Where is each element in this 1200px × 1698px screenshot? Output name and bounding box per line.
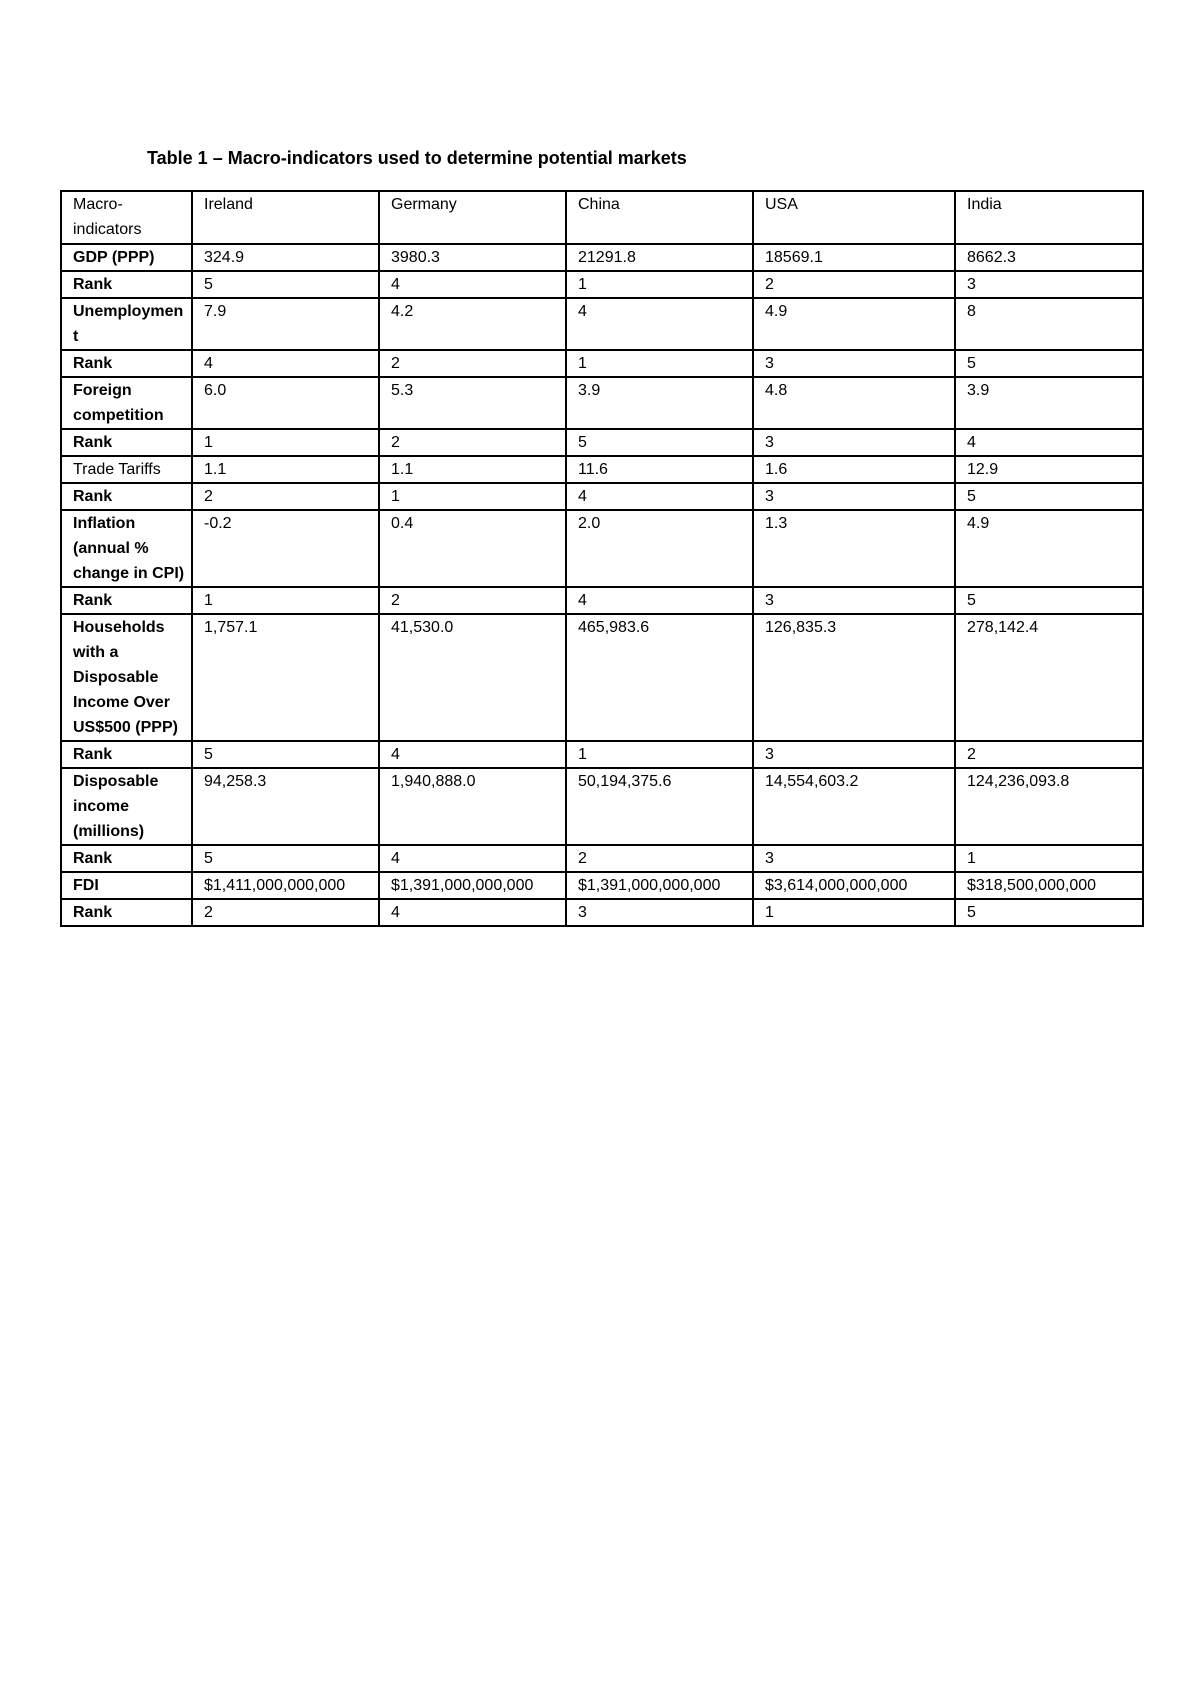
table-cell: 7.9 xyxy=(192,298,379,350)
table-cell: 3 xyxy=(753,429,955,456)
table-cell: 1.1 xyxy=(379,456,566,483)
table-cell: 50,194,375.6 xyxy=(566,768,753,845)
table-cell: 4 xyxy=(379,741,566,768)
table-cell: $1,391,000,000,000 xyxy=(566,872,753,899)
table-cell: 4 xyxy=(955,429,1143,456)
table-cell: $3,614,000,000,000 xyxy=(753,872,955,899)
header-cell-india: India xyxy=(955,191,1143,244)
table-row-trade-tariffs xyxy=(61,456,1143,483)
table-row-rank xyxy=(61,483,1143,510)
table-row-rank xyxy=(61,350,1143,377)
row-label: Rank xyxy=(61,350,192,377)
table-cell: 94,258.3 xyxy=(192,768,379,845)
row-label: Rank xyxy=(61,899,192,926)
table-cell: 21291.8 xyxy=(566,244,753,271)
table-row-inflation xyxy=(61,510,1143,587)
table-cell: 4 xyxy=(379,899,566,926)
table-cell: 3.9 xyxy=(955,377,1143,429)
table-cell: 1 xyxy=(753,899,955,926)
table-cell: 3 xyxy=(753,587,955,614)
table-cell: 1 xyxy=(379,483,566,510)
table-cell: 278,142.4 xyxy=(955,614,1143,741)
macro-indicators-table xyxy=(60,190,1144,927)
row-label: Trade Tariffs xyxy=(61,456,192,483)
header-cell-usa: USA xyxy=(753,191,955,244)
table-cell: 2 xyxy=(192,483,379,510)
table-row-rank xyxy=(61,845,1143,872)
row-label: Disposable income (millions) xyxy=(61,768,192,845)
table-row-fdi xyxy=(61,872,1143,899)
table-row-households-disposable-income xyxy=(61,614,1143,741)
table-cell: 2 xyxy=(955,741,1143,768)
table-cell: 8 xyxy=(955,298,1143,350)
table-cell: 4 xyxy=(192,350,379,377)
table-cell: 1 xyxy=(566,350,753,377)
row-label: GDP (PPP) xyxy=(61,244,192,271)
table-cell: 5 xyxy=(955,587,1143,614)
table-cell: 1 xyxy=(955,845,1143,872)
table-cell: 1.1 xyxy=(192,456,379,483)
table-cell: 1,940,888.0 xyxy=(379,768,566,845)
table-cell: $1,411,000,000,000 xyxy=(192,872,379,899)
table-cell: 4.2 xyxy=(379,298,566,350)
table-cell: 5 xyxy=(192,845,379,872)
table-cell: 2 xyxy=(753,271,955,298)
table-row-rank xyxy=(61,587,1143,614)
table-cell: 2 xyxy=(379,429,566,456)
table-cell: 5 xyxy=(955,350,1143,377)
table-cell: 124,236,093.8 xyxy=(955,768,1143,845)
row-label: Rank xyxy=(61,845,192,872)
table-cell: 5 xyxy=(955,483,1143,510)
header-cell-ireland: Ireland xyxy=(192,191,379,244)
row-label: Rank xyxy=(61,483,192,510)
row-label: Households with a Disposable Income Over US$500 (PPP) xyxy=(61,614,192,741)
table-cell: 3.9 xyxy=(566,377,753,429)
table-cell: 1 xyxy=(566,741,753,768)
header-cell-china: China xyxy=(566,191,753,244)
table-cell: 1.6 xyxy=(753,456,955,483)
table-cell: 18569.1 xyxy=(753,244,955,271)
row-label: Rank xyxy=(61,271,192,298)
row-label: Unemployment xyxy=(61,298,192,350)
table-cell: 0.4 xyxy=(379,510,566,587)
row-label: FDI xyxy=(61,872,192,899)
table-cell: 2 xyxy=(192,899,379,926)
table-cell: 1 xyxy=(566,271,753,298)
row-label: Rank xyxy=(61,741,192,768)
table-cell: 2 xyxy=(566,845,753,872)
table-cell: 5 xyxy=(955,899,1143,926)
table-cell: 324.9 xyxy=(192,244,379,271)
row-label: Inflation (annual % change in CPI) xyxy=(61,510,192,587)
table-caption: Table 1 – Macro-indicators used to determine potential markets xyxy=(147,148,687,168)
table-cell: 2.0 xyxy=(566,510,753,587)
table-cell: 4 xyxy=(566,298,753,350)
table-cell: 5 xyxy=(566,429,753,456)
table-row-gdp xyxy=(61,244,1143,271)
row-label: Rank xyxy=(61,429,192,456)
table-cell: $1,391,000,000,000 xyxy=(379,872,566,899)
table-row-rank xyxy=(61,271,1143,298)
table-cell: 2 xyxy=(379,587,566,614)
table-cell: 5.3 xyxy=(379,377,566,429)
table-cell: 14,554,603.2 xyxy=(753,768,955,845)
table-cell: 5 xyxy=(192,741,379,768)
table-cell: 2 xyxy=(379,350,566,377)
table-cell: 126,835.3 xyxy=(753,614,955,741)
table-cell: 1 xyxy=(192,587,379,614)
table-cell: 1.3 xyxy=(753,510,955,587)
table-cell: 4 xyxy=(379,845,566,872)
table-cell: 465,983.6 xyxy=(566,614,753,741)
table-cell: 8662.3 xyxy=(955,244,1143,271)
table-cell: 4 xyxy=(566,587,753,614)
row-label: Foreign competition xyxy=(61,377,192,429)
table-cell: 3 xyxy=(753,741,955,768)
header-cell-germany: Germany xyxy=(379,191,566,244)
table-cell: 3 xyxy=(753,845,955,872)
table-row-rank xyxy=(61,429,1143,456)
table-cell: $318,500,000,000 xyxy=(955,872,1143,899)
table-cell: 3980.3 xyxy=(379,244,566,271)
table-cell: 1 xyxy=(192,429,379,456)
table-cell: 3 xyxy=(753,350,955,377)
table-row-rank xyxy=(61,899,1143,926)
table-cell: 6.0 xyxy=(192,377,379,429)
table-row-disposable-income xyxy=(61,768,1143,845)
table-cell: 5 xyxy=(192,271,379,298)
table-cell: 4.9 xyxy=(955,510,1143,587)
row-label: Rank xyxy=(61,587,192,614)
table-cell: 4.8 xyxy=(753,377,955,429)
table-cell: 11.6 xyxy=(566,456,753,483)
table-row-unemployment xyxy=(61,298,1143,350)
table-cell: 1,757.1 xyxy=(192,614,379,741)
table-cell: 3 xyxy=(753,483,955,510)
table-cell: 41,530.0 xyxy=(379,614,566,741)
table-row-foreign-competition xyxy=(61,377,1143,429)
table-cell: 4 xyxy=(566,483,753,510)
table-header-row xyxy=(61,191,1143,244)
table-cell: -0.2 xyxy=(192,510,379,587)
table-cell: 3 xyxy=(566,899,753,926)
header-label-cell: Macro-indicators xyxy=(61,191,192,244)
table-cell: 4.9 xyxy=(753,298,955,350)
table-cell: 4 xyxy=(379,271,566,298)
table-cell: 3 xyxy=(955,271,1143,298)
table-cell: 12.9 xyxy=(955,456,1143,483)
table-row-rank xyxy=(61,741,1143,768)
